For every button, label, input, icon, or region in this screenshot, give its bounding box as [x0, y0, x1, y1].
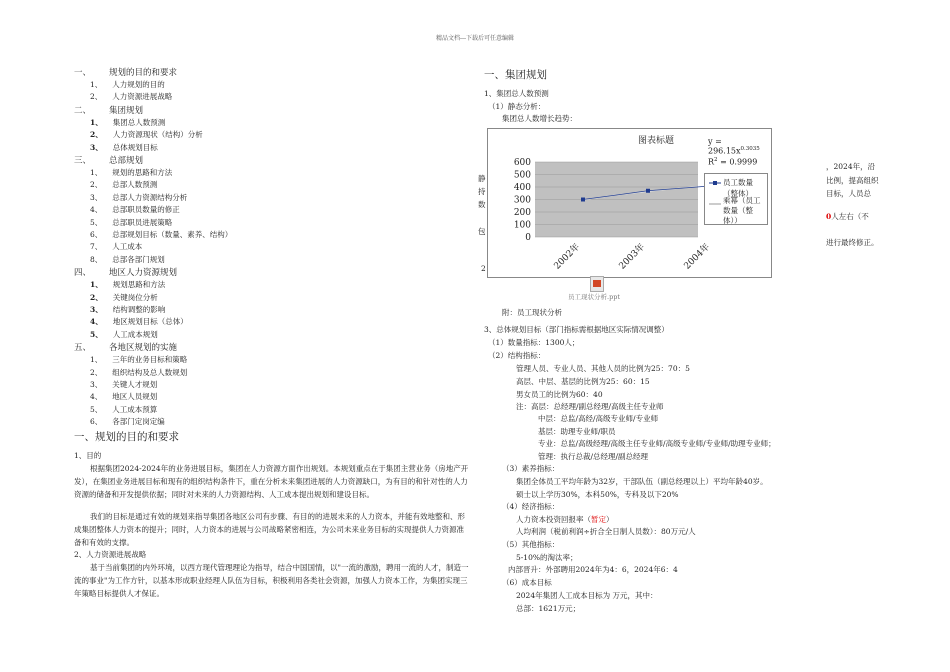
target-cost-line: 总部：1621万元； — [516, 604, 581, 613]
occluded-text: 0人左右（不 — [826, 212, 869, 221]
y-tick-label: 300 — [513, 195, 531, 206]
x-tick-label: 2004年 — [682, 242, 713, 272]
toc-item: 7、 人工成本 — [90, 242, 143, 252]
toc-section-heading: 三、 总部规划 — [74, 156, 144, 166]
x-tick-label: 2002年 — [552, 242, 583, 272]
target-cost-line: 2024年集团人工成本目标为 万元，其中： — [516, 591, 658, 600]
target-other-line: 5-10%的淘汰率； — [516, 553, 578, 562]
toc-item: 5、 人工成本规划 — [90, 329, 158, 339]
toc-item: 3、 关键人才规划 — [90, 380, 158, 389]
toc-item: 4、 地区规划目标（总体） — [90, 317, 188, 327]
subheading-purpose: 1、目的 — [74, 451, 102, 460]
occluded-text: 比例，提高组织 — [826, 176, 879, 185]
target-quality-line: 硕士以上学历30%，本科50%，专科及以下20% — [516, 490, 679, 499]
toc-section-heading: 二、 集团规划 — [74, 105, 144, 116]
paragraph-strategy: 基于当前集团的内外环境，以西方现代管理理论为指导，结合中国国情，以"一流的激励，聘用一流的人才，制造一流的事业"为工作方针，以基本形成职业经理人队伍为目标，积极利用各类社会资源，加强人力资本工作，为集团实现三年策略目标提供人才保证。 — [74, 563, 469, 598]
subheading-strategy: 2、人力资源进展战略 — [74, 550, 147, 559]
target-structure-line: 男女员工的比例为60：40 — [516, 390, 603, 399]
toc-item: 2、 关键岗位分析 — [90, 292, 158, 302]
chart-legend — [704, 173, 768, 225]
target-structure-note: 基层：助理专业师/职员 — [538, 427, 616, 436]
target-quality-line: 集团全体员工平均年龄为32岁，干部队伍（副总经理以上）平均年龄40岁。 — [516, 477, 768, 486]
target-quantity: （1）数量指标：1300人； — [488, 338, 580, 347]
target-structure: （2）结构指标： — [488, 351, 546, 360]
target-structure-line: 管理人员、专业人员、其他人员的比例为25：70：5 — [516, 364, 690, 373]
toc-item: 5、 人工成本预算 — [90, 404, 158, 414]
paragraph-goal: 我们的目标是通过有效的规划来指导集团各地区公司有步骤、有目的的进展未来的人力资本，并能有效地整和、形成集团整体人力资本的提升；同时，人力资本的进展与公司战略紧密相连，为公司未来业务目标的实现提供人力资源准备和有效的支撑。 — [74, 512, 465, 547]
occluded-text: 持 — [478, 187, 486, 196]
occluded-text: ，2024年，沿 — [826, 162, 876, 171]
y-tick-label: 500 — [513, 170, 531, 181]
toc-section-heading: 一、 规划的目的和要求 — [74, 68, 178, 78]
occluded-text: 静 — [478, 174, 486, 183]
toc-item: 1、 集团总人数预测 — [90, 117, 166, 127]
ppt-file-icon[interactable] — [590, 276, 604, 292]
page-header: 精品文档---下载后可任意编辑 — [435, 35, 515, 42]
trend-caption: 集团总人数增长趋势： — [502, 114, 577, 123]
occluded-text: 目标，人员总 — [826, 189, 871, 198]
toc-item: 2、 人力资源进展战略 — [90, 92, 173, 102]
target-structure-note: 管理：执行总裁/总经理/副总经理 — [538, 452, 649, 461]
legend-label-series: 员工数量（整体） — [723, 178, 753, 198]
staff-trend-chart — [487, 128, 772, 278]
target-economic-line: 人力资本投资回报率（暂定） — [516, 515, 614, 524]
toc-item: 3、 总体规划目标 — [90, 142, 158, 152]
y-tick-label: 200 — [513, 208, 531, 218]
chart-title: 图表标题 — [638, 136, 675, 146]
toc-section-heading: 四、 地区人力资源规划 — [74, 268, 178, 279]
x-tick-label: 2003年 — [617, 242, 648, 272]
toc-item: 2、 总部人数预测 — [90, 180, 158, 190]
toc-item: 3、 总部人力资源结构分析 — [90, 192, 188, 202]
occluded-text: 2 — [481, 264, 486, 273]
data-point — [581, 198, 585, 202]
target-quality: （3）素养指标： — [502, 464, 560, 473]
section-heading-2: 一、集团规划 — [484, 69, 547, 81]
target-structure-note: 专业：总监/高级经理/高级主任专业师/高级专业师/专业师/助理专业师； — [538, 439, 776, 448]
toc-section-heading: 五、 各地区规划的实施 — [74, 343, 178, 354]
toc-item: 6、 总部规划目标（数量、素养、结构） — [90, 230, 233, 239]
target-structure-note: 注：高层：总经理/副总经理/高级主任专业师 — [516, 402, 664, 411]
y-tick-label: 0 — [525, 233, 531, 243]
target-cost: （6）成本目标 — [502, 578, 552, 587]
subheading-static: （1）静态分析： — [488, 102, 546, 111]
subheading-targets: 3、总体规划目标（部门指标需根据地区实际情况调整） — [484, 325, 669, 334]
target-structure-note: 中层：总监/高经/高级专业师/专业师 — [538, 414, 659, 423]
toc-item: 1、 规划的思路和方法 — [90, 168, 173, 177]
paragraph-purpose: 根据集团2024-2024年的业务进展目标，集团在人力资源方面作出规划。本规划重点在于集团主营业务（房地产开发），在集团业务进展目标和现有的组织结构条件下，重在分析未来集团进展的人力资源缺口，为有目的和针对性的人力资源的储备和开发提供依据；同时对未来的人力资源结构、人工成本提出规划和建设目标。 — [74, 464, 469, 499]
occluded-text: 包 — [478, 227, 486, 236]
toc-item: 4、 总部职员数量的修正 — [90, 205, 180, 215]
y-tick-label: 100 — [513, 220, 531, 231]
data-point — [646, 189, 650, 193]
target-other: （5）其他指标： — [502, 540, 560, 549]
attachment-note: 附：员工现状分析 — [502, 308, 562, 317]
section-heading-1: 一、规划的目的和要求 — [74, 431, 179, 443]
attachment-filename[interactable]: 员工现状分析.ppt — [568, 293, 620, 301]
toc-item: 8、 总部各部门规划 — [90, 254, 165, 264]
legend-label-trend: 乘幂（员工数量（整体）） — [723, 196, 761, 225]
legend-marker-series — [709, 179, 721, 189]
toc-item: 5、 总部职员进展策略 — [90, 217, 173, 227]
toc-item: 6、 各部门定岗定编 — [90, 417, 165, 427]
toc-item: 1、 人力规划的目的 — [90, 80, 165, 89]
y-tick-label: 400 — [513, 183, 531, 193]
legend-marker-trend — [709, 200, 721, 210]
target-other-line: 内部晋升：外部聘用2024年为4：6，2024年6：4 — [508, 565, 678, 574]
toc-item: 1、 三年的业务目标和策略 — [90, 355, 188, 365]
y-tick-label: 600 — [513, 158, 531, 168]
target-economic-line: 人均利润（税前利润÷折合全日制人员数）：80万元/人 — [516, 527, 696, 536]
toc-item: 2、 人力资源现状（结构）分析 — [90, 130, 203, 140]
toc-item: 4、 地区人员规划 — [90, 392, 158, 402]
toc-item: 2、 组织结构及总人数规划 — [90, 367, 188, 377]
occluded-text: 数 — [478, 200, 486, 209]
trendline-equation: $y = 296.15x^{0.3035}$ $R^2 = 0.9999$ — [708, 137, 760, 167]
target-economic: （4）经济指标： — [502, 502, 560, 511]
occluded-text: 进行最终修正。 — [826, 238, 879, 247]
subheading-forecast: 1、集团总人数预测 — [484, 89, 549, 98]
toc-item: 3、 结构调整的影响 — [90, 305, 166, 314]
target-structure-line: 高层、中层、基层的比例为25：60：15 — [516, 377, 650, 386]
toc-item: 1、 规划思路和方法 — [90, 280, 166, 290]
